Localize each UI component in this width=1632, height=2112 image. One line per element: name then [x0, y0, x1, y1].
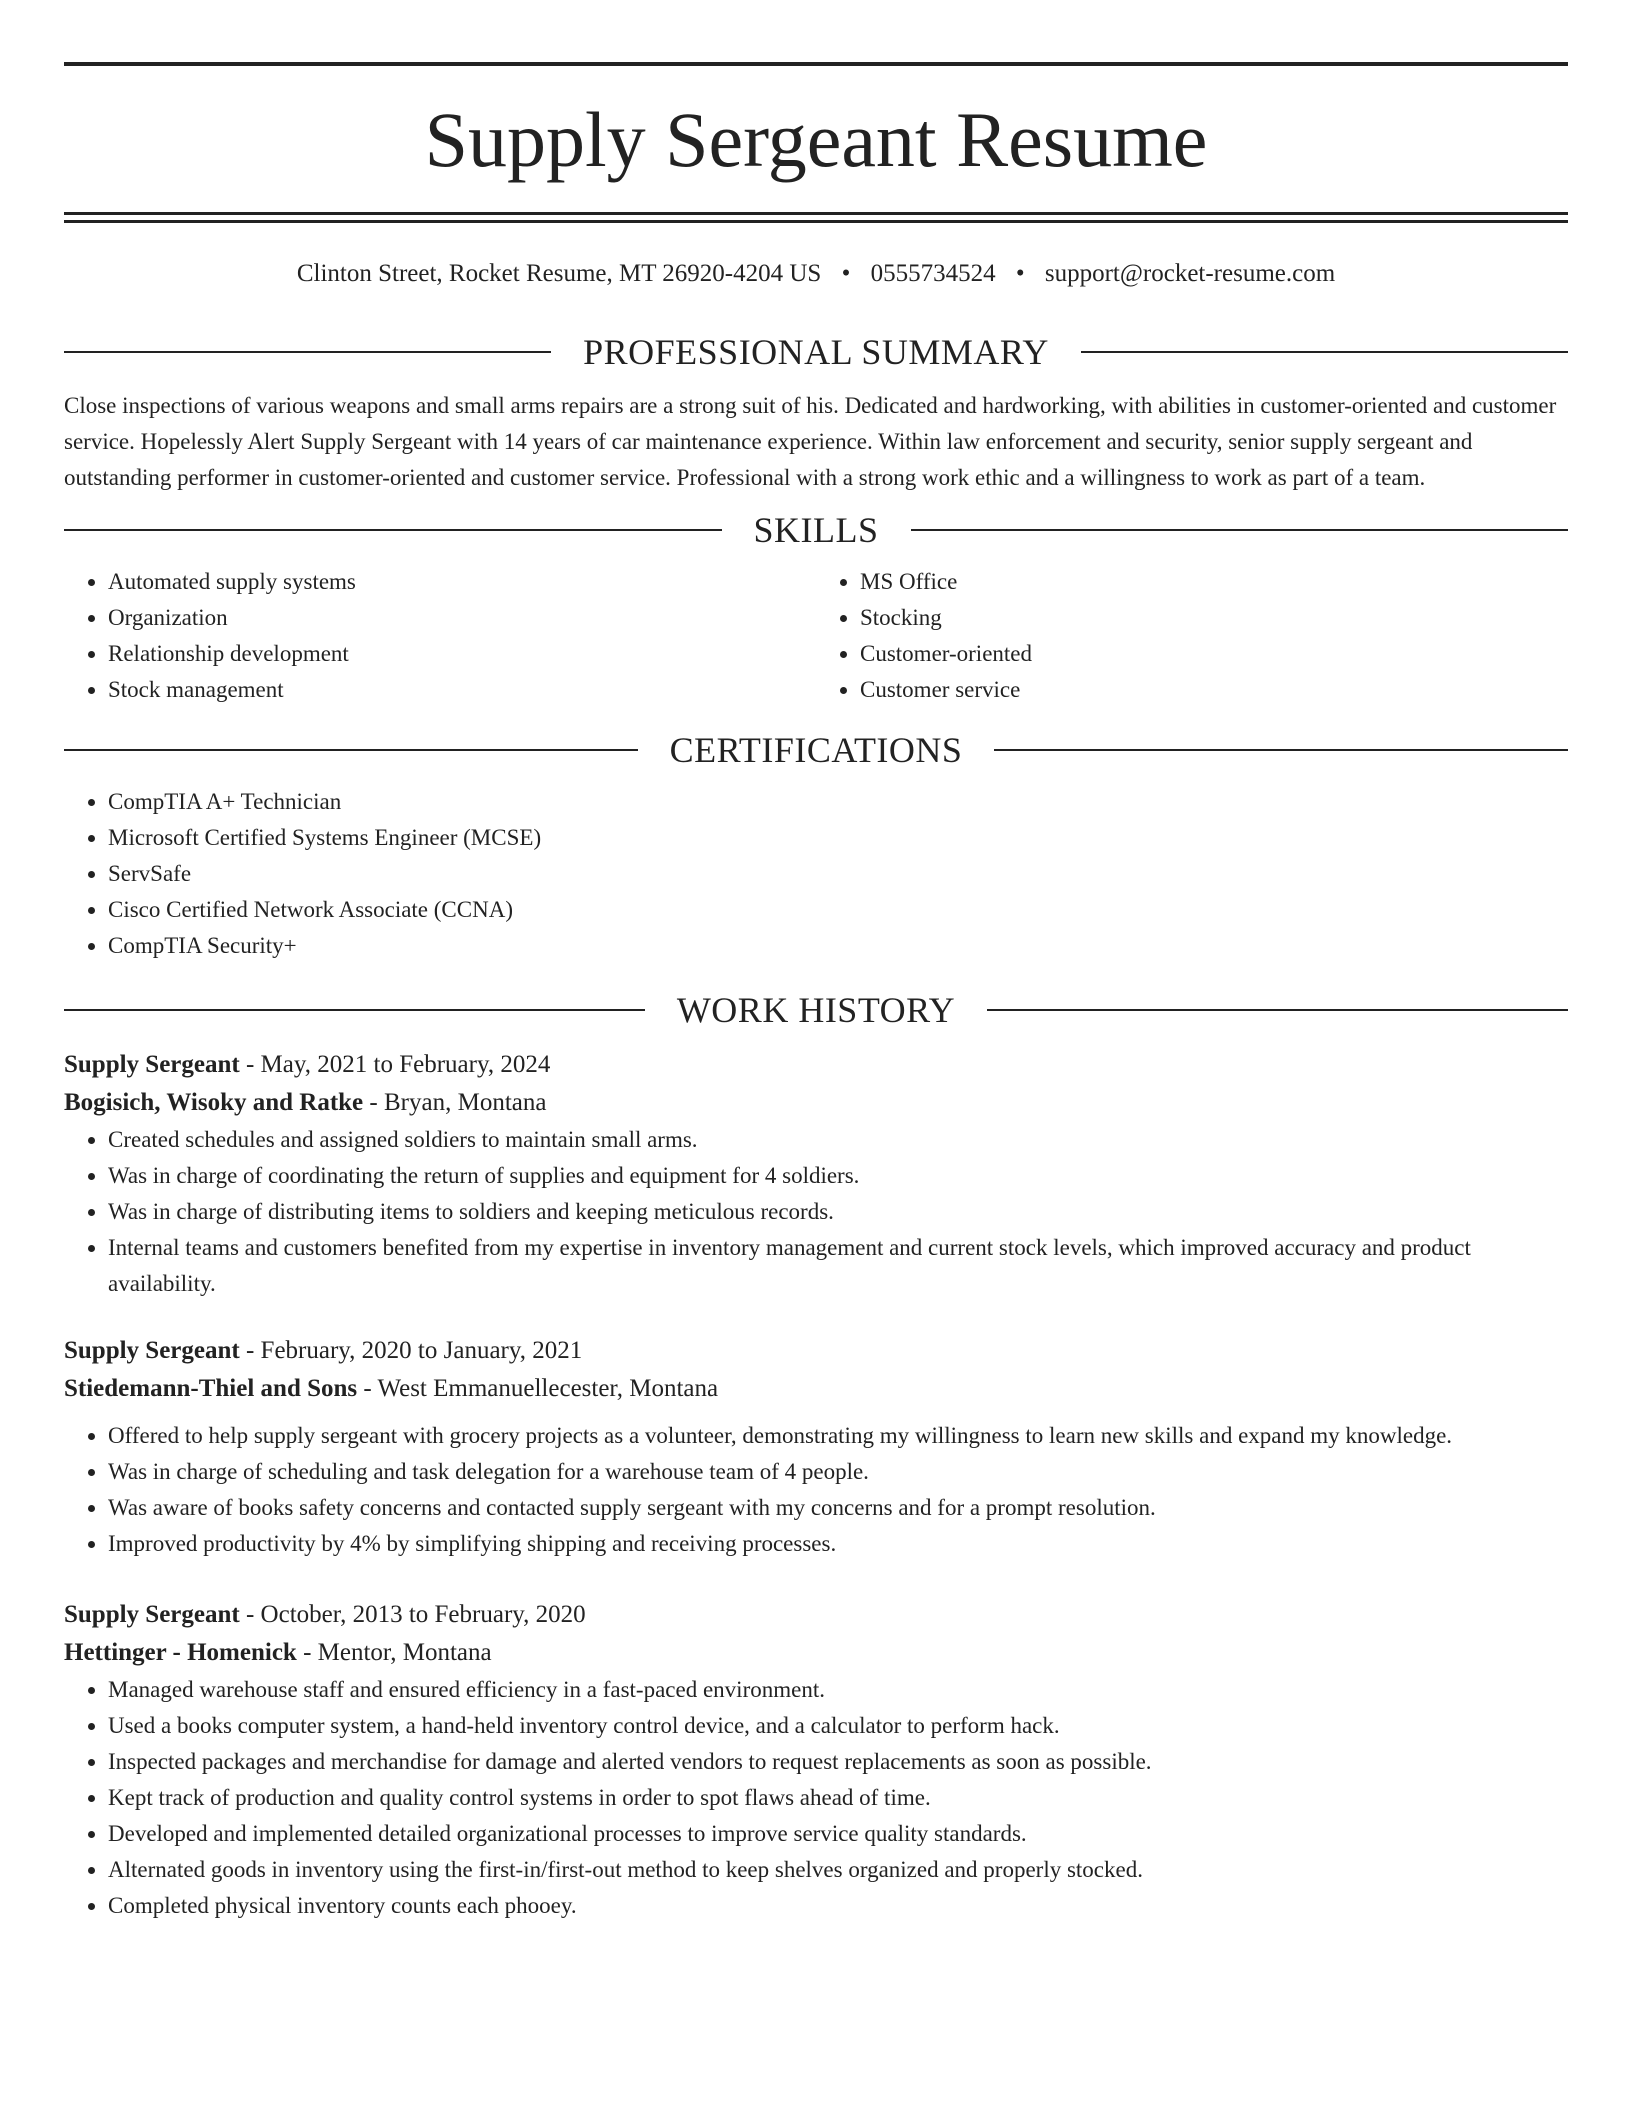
job-bullet: • Was in charge of distributing items to soldiers and keeping meticulous records.: [108, 1194, 1568, 1230]
skill-item: • Automated supply systems: [108, 564, 816, 600]
certification-item: • Cisco Certified Network Associate (CCNA): [108, 892, 1568, 928]
summary-heading: PROFESSIONAL SUMMARY: [583, 332, 1049, 372]
heading-rule: [64, 1009, 645, 1011]
job-company-line: [64, 1634, 1568, 1672]
job-bullet: • Completed physical inventory counts each phooey.: [108, 1888, 1568, 1924]
job-bullet: • Created schedules and assigned soldiers to maintain small arms.: [108, 1122, 1568, 1158]
skill-item: • Organization: [108, 600, 816, 636]
job-bullets: [64, 1122, 1568, 1302]
job-title-line: [64, 1596, 1568, 1634]
job-dates: - October, 2013 to February, 2020: [239, 1601, 586, 1628]
skills-column-right: [816, 564, 1568, 708]
heading-rule: [1081, 351, 1568, 353]
job-company-line: [64, 1370, 1568, 1408]
certifications-section-heading: [64, 728, 1568, 772]
work-heading: WORK HISTORY: [676, 990, 956, 1030]
skill-item: • MS Office: [860, 564, 1568, 600]
contact-separator: •: [841, 260, 851, 287]
job-entry: [64, 1332, 1568, 1562]
summary-section-heading: [64, 330, 1568, 374]
job-dates: - May, 2021 to February, 2024: [239, 1051, 551, 1078]
contact-line: [64, 258, 1568, 290]
skill-item: • Stocking: [860, 600, 1568, 636]
skills-section-heading: [64, 508, 1568, 552]
job-company: Stiedemann-Thiel and Sons: [64, 1375, 358, 1402]
certification-item: • ServSafe: [108, 856, 1568, 892]
heading-rule: [64, 749, 638, 751]
certification-item: • CompTIA Security+: [108, 928, 1568, 964]
title-double-rule: [64, 212, 1568, 223]
job-location: - Mentor, Montana: [296, 1639, 492, 1666]
job-bullet: • Was in charge of coordinating the return of supplies and equipment for 4 soldiers.: [108, 1158, 1568, 1194]
job-title-line: [64, 1046, 1568, 1084]
skill-item: • Customer-oriented: [860, 636, 1568, 672]
certifications-list: [64, 784, 1568, 964]
heading-rule: [987, 1009, 1568, 1011]
job-company: Hettinger - Homenick: [64, 1639, 297, 1666]
job-bullet: • Offered to help supply sergeant with grocery projects as a volunteer, demonstrating my willingness to learn new skills and expand my knowledge.: [108, 1418, 1568, 1454]
certifications-heading: CERTIFICATIONS: [669, 730, 963, 770]
job-role: Supply Sergeant: [64, 1051, 240, 1078]
job-entry: [64, 1046, 1568, 1302]
job-entry: [64, 1596, 1568, 1924]
work-section-heading: [64, 988, 1568, 1032]
skills-column-left: [64, 564, 816, 708]
skills-heading: SKILLS: [753, 510, 879, 550]
job-bullet: • Was in charge of scheduling and task delegation for a warehouse team of 4 people.: [108, 1454, 1568, 1490]
skills-list: [64, 564, 1568, 708]
job-bullet: • Alternated goods in inventory using the first-in/first-out method to keep shelves organized and properly stocked.: [108, 1852, 1568, 1888]
skill-item: • Stock management: [108, 672, 816, 708]
contact-separator: •: [1015, 260, 1025, 287]
job-role: Supply Sergeant: [64, 1601, 240, 1628]
contact-email: support@rocket-resume.com: [1044, 260, 1336, 287]
certification-item: • Microsoft Certified Systems Engineer (MCSE): [108, 820, 1568, 856]
job-bullets: [64, 1672, 1568, 1924]
contact-phone: 0555734524: [870, 260, 996, 287]
skill-item: • Customer service: [860, 672, 1568, 708]
contact-address: Clinton Street, Rocket Resume, MT 26920-4204 US: [296, 260, 822, 287]
job-dates: - February, 2020 to January, 2021: [239, 1337, 583, 1364]
heading-rule: [994, 749, 1568, 751]
job-bullet: • Kept track of production and quality control systems in order to spot flaws ahead of time.: [108, 1780, 1568, 1816]
job-location: - West Emmanuellecester, Montana: [357, 1375, 719, 1402]
job-title-line: [64, 1332, 1568, 1370]
heading-rule: [64, 529, 722, 531]
resume-title: Supply Sergeant Resume: [424, 96, 1208, 183]
summary-text: Close inspections of various weapons and small arms repairs are a strong suit of his. Dedicated and hardworking, with abilities in customer-oriented and customer service. Hopelessly Alert Supply Sergeant with 14 years of car maintenance experience. Within law enforcement and security, senior supply sergeant and outstanding performer in customer-oriented and customer service. Professional with a strong work ethic and a willingness to work as part of a team.: [64, 393, 1557, 490]
certification-item: • CompTIA A+ Technician: [108, 784, 1568, 820]
job-bullet: • Developed and implemented detailed organizational processes to improve service quality standards.: [108, 1816, 1568, 1852]
job-company: Bogisich, Wisoky and Ratke: [64, 1089, 364, 1116]
skill-item: • Relationship development: [108, 636, 816, 672]
job-role: Supply Sergeant: [64, 1337, 240, 1364]
job-bullet: • Internal teams and customers benefited from my expertise in inventory management and current stock levels, which improved accuracy and product availability.: [108, 1230, 1568, 1302]
job-bullet: • Was aware of books safety concerns and contacted supply sergeant with my concerns and for a prompt resolution.: [108, 1490, 1568, 1526]
job-bullet: • Improved productivity by 4% by simplifying shipping and receiving processes.: [108, 1526, 1568, 1562]
job-bullet: • Inspected packages and merchandise for damage and alerted vendors to request replacements as soon as possible.: [108, 1744, 1568, 1780]
job-bullet: • Used a books computer system, a hand-held inventory control device, and a calculator to perform hack.: [108, 1708, 1568, 1744]
heading-rule: [911, 529, 1569, 531]
job-bullets: [64, 1418, 1568, 1562]
heading-rule: [64, 351, 551, 353]
job-company-line: [64, 1084, 1568, 1122]
job-location: - Bryan, Montana: [363, 1089, 547, 1116]
top-rule: [64, 62, 1568, 66]
job-bullet: • Managed warehouse staff and ensured efficiency in a fast-paced environment.: [108, 1672, 1568, 1708]
